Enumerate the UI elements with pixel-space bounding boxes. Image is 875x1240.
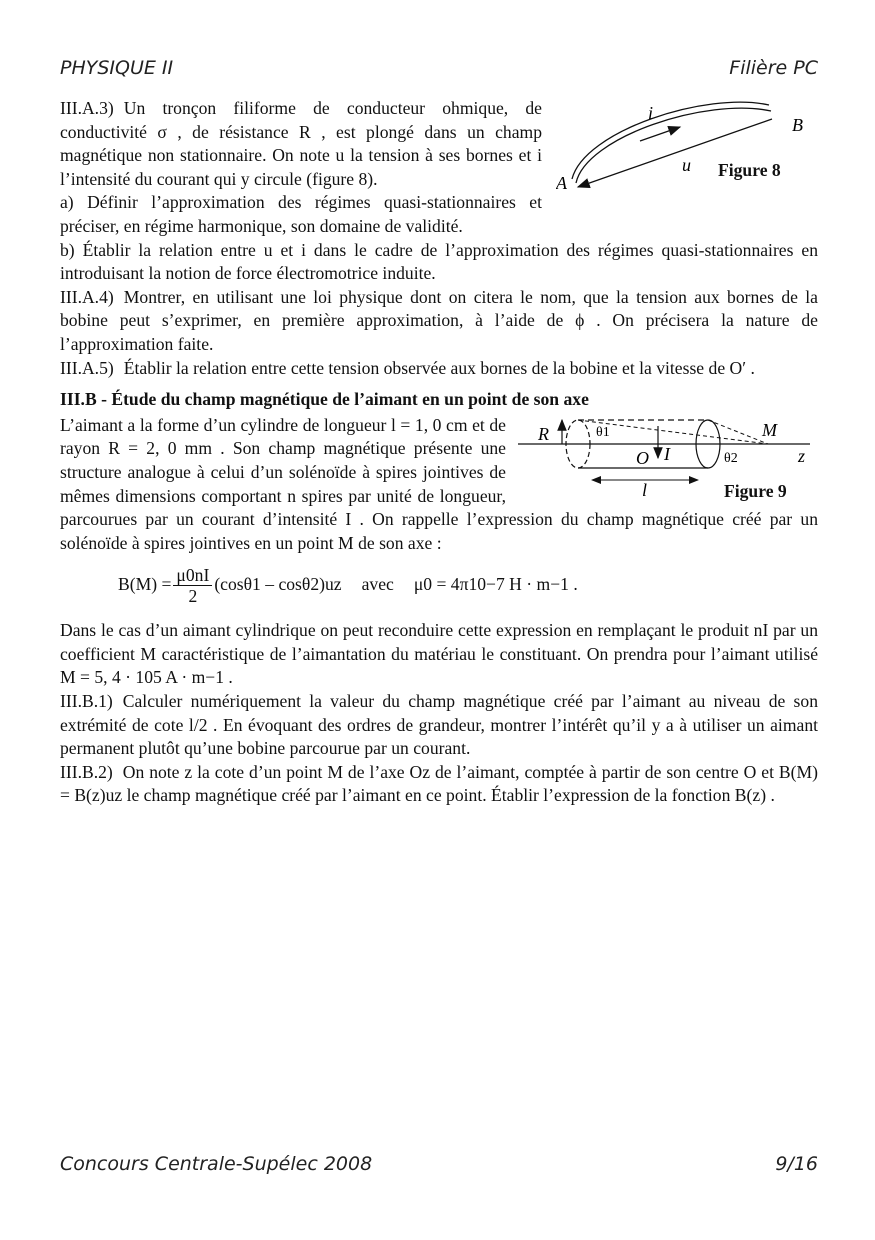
field-formula — [118, 565, 818, 605]
page-footer — [60, 1153, 818, 1175]
question-III-A-3-a: a) Définir l’approximation des régimes quasi-stationnaires et préciser, en régime harmonique, son domaine de validité. — [60, 192, 542, 236]
question-III-B-2 — [60, 761, 818, 808]
formula-rest: (cosθ1 – cosθ2)uz — [214, 574, 342, 595]
footer-page-number: 9/16 — [775, 1153, 818, 1175]
question-III-A-5 — [60, 357, 818, 381]
question-III-A-4 — [60, 286, 818, 357]
label-theta2: θ2 — [724, 450, 738, 466]
label-l: l — [642, 479, 648, 500]
page-header — [60, 57, 818, 79]
label-O: O — [636, 447, 649, 468]
figure-9 — [518, 418, 818, 502]
section-heading-III-B: III.B - Étude du champ magnétique de l’aimant en un point de son axe — [60, 389, 589, 410]
header-subject: PHYSIQUE II — [60, 57, 174, 79]
label-u: u — [682, 155, 691, 175]
label-R: R — [538, 423, 549, 444]
question-number: III.B.2) — [60, 761, 113, 782]
formula-mu0: μ0 = 4π10−7 H · m−1 . — [413, 574, 578, 595]
section-b-continued: Dans le cas d’un aimant cylindrique on peut reconduire cette expression en remplaçant le produit nI par un coefficient M caractéristique de l’aimantation du matériau le constituant. On prendra pour l’aimant utilisé M = 5, 4 · 105 A · m−1 . — [60, 620, 818, 688]
question-number: III.A.5) — [60, 357, 114, 378]
label-B: B — [792, 115, 803, 135]
question-text: On note z la cote d’un point M de l’axe Oz de l’aimant, comptée à partir de son centre O et B(M) = B(z)uz le champ magnétique créé par l’aimant en ce point. Établir l’expression de la fonction B(z) . — [60, 761, 818, 806]
question-text: Établir la relation entre cette tension observée aux bornes de la bobine et la vitesse de O′ . — [123, 357, 755, 378]
formula-fraction — [173, 565, 212, 606]
label-theta1: θ1 — [596, 424, 610, 440]
formula-denominator: 2 — [188, 585, 198, 606]
question-text: Calculer numériquement la valeur du champ magnétique créé par l’aimant au niveau de son extrémité de cote l/2 . En évoquant des ordres de grandeur, montrer l’intérêt qu’il y a à utiliser un aimant permanent plutôt qu’une bobine parcourue par un courant. — [60, 691, 818, 759]
formula-numerator: μ0nI — [173, 565, 212, 586]
question-III-B-1 — [60, 690, 818, 761]
label-z: z — [798, 445, 806, 466]
label-M: M — [762, 419, 777, 440]
current-arrow — [640, 127, 680, 141]
label-I: I — [664, 443, 670, 464]
label-i: i — [648, 103, 654, 123]
question-number: III.B.1) — [60, 691, 113, 712]
question-text: Un tronçon filiforme de conducteur ohmique, de conductivité σ , de résistance R , est plongé dans un champ magnétique non stationnaire. On note u la tension à ses bornes et i l’intensité du courant qui y circule (figure 8). — [60, 98, 542, 189]
header-track: Filière PC — [729, 57, 818, 79]
footer-contest: Concours Centrale-Supélec 2008 — [60, 1153, 373, 1175]
question-number: III.A.3) — [60, 98, 114, 118]
question-number: III.A.4) — [60, 286, 114, 307]
figure-8-caption: Figure 8 — [718, 160, 781, 180]
formula-avec: avec — [361, 574, 394, 595]
label-A: A — [556, 173, 567, 193]
page-body — [60, 97, 818, 808]
section-b-intro: L’aimant a la forme d’un cylindre de longueur l = 1, 0 cm et de rayon R = 2, 0 mm . Son champ magnétique présente une structure analogue à celui d’un solénoïde à spires jointives de mêmes dimensions comportant n spires par unité de longueur, parcourues par un courant d’intensité I . On rappelle l’expression du champ magnétique créé par un solénoïde à spires jointives en un point M de son axe : — [60, 414, 818, 553]
figure-8 — [556, 97, 818, 195]
question-III-A-3-b: b) Établir la relation entre u et i dans le cadre de l’approximation des régimes quasi-stationnaires en introduisant la notion de force électromotrice induite. — [60, 239, 818, 284]
formula-lhs: B(M) = — [118, 574, 172, 595]
figure-9-caption: Figure 9 — [724, 480, 787, 501]
question-text: Montrer, en utilisant une loi physique dont on citera le nom, que la tension aux bornes de la bobine peut s’exprimer, en première approximation, à l’aide de ϕ . On précisera la nature de l’approximation faite. — [60, 286, 818, 354]
